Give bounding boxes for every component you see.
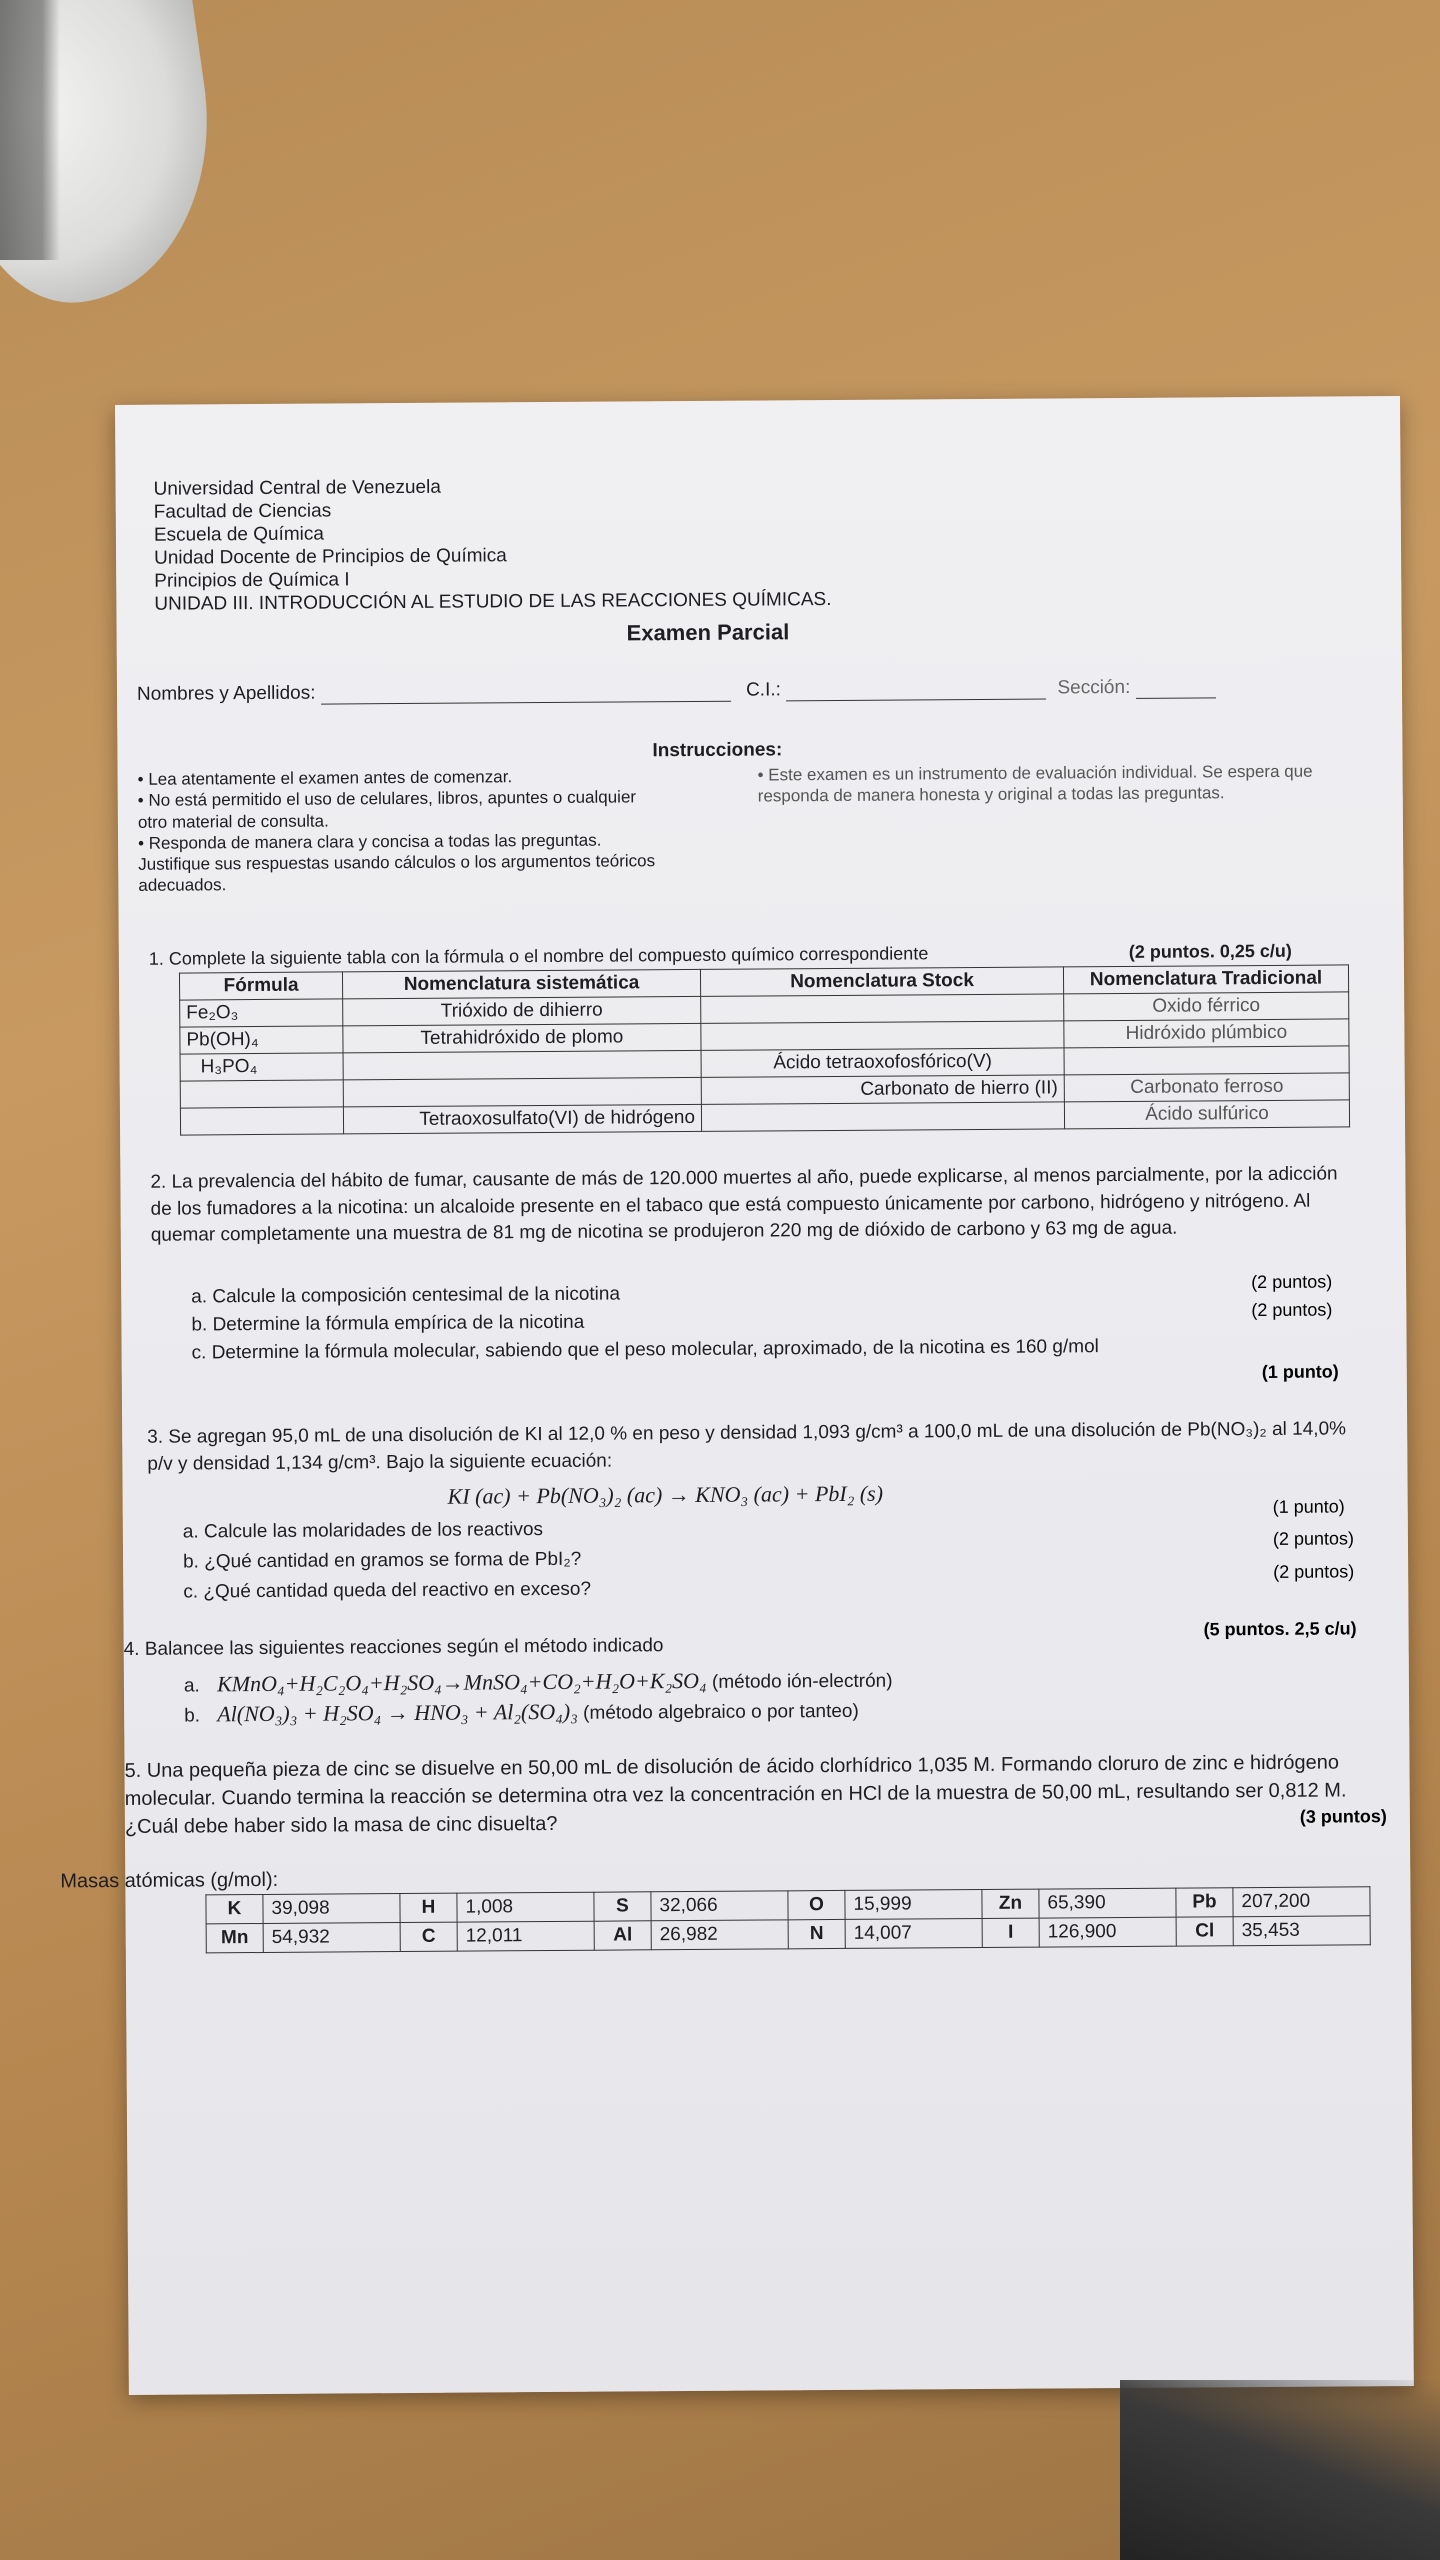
table-cell: Tetraoxosulfato(VI) de hidrógeno xyxy=(343,1104,701,1133)
ci-label: C.I.: xyxy=(745,679,781,701)
university-name: Universidad Central de Venezuela xyxy=(153,476,441,500)
ci-field[interactable] xyxy=(786,698,1046,701)
table-cell[interactable] xyxy=(1064,1046,1349,1075)
q3-c-points: (2 puntos) xyxy=(1273,1561,1355,1582)
element-symbol: I xyxy=(982,1918,1039,1947)
name-label: Nombres y Apellidos: xyxy=(136,682,316,705)
table-cell[interactable] xyxy=(343,1050,701,1079)
table-cell: Ácido tetraoxofosfórico(V) xyxy=(701,1048,1064,1078)
element-mass: 32,066 xyxy=(651,1891,788,1921)
unit-title: UNIDAD III. INTRODUCCIÓN AL ESTUDIO DE LAS REACCIONES QUÍMICAS. xyxy=(154,589,832,615)
q1-text: 1. Complete la siguiente tabla con la fórmula o el nombre del compuesto químico correspondiente xyxy=(148,943,929,969)
unit-name: Unidad Docente de Principios de Química xyxy=(153,545,507,569)
faculty-name: Facultad de Ciencias xyxy=(153,500,332,523)
table-cell[interactable] xyxy=(180,1080,343,1108)
q2-a: a. Calcule la composición centesimal de la nicotina xyxy=(191,1283,621,1308)
q4-points: (5 puntos. 2,5 c/u) xyxy=(1203,1618,1357,1640)
q2-c: c. Determine la fórmula molecular, sabiendo que el peso molecular, aproximado, de la nicotina es 160 g/mol xyxy=(191,1336,1099,1364)
q4-a-label: a. xyxy=(183,1675,200,1697)
element-mass: 26,982 xyxy=(651,1920,788,1950)
section-label: Sección: xyxy=(1057,676,1131,699)
instruction-item: • No está permitido el uso de celulares, libros, apuntes o cualquier otro material de consulta. xyxy=(137,787,637,832)
q4-text: 4. Balancee las siguientes reacciones según el método indicado xyxy=(123,1635,664,1660)
element-mass: 14,007 xyxy=(845,1918,982,1948)
table-cell[interactable] xyxy=(701,994,1064,1024)
q3-b: b. ¿Qué cantidad en gramos se forma de PbI₂? xyxy=(183,1548,582,1573)
table-cell[interactable] xyxy=(701,1102,1064,1132)
element-symbol: Al xyxy=(594,1921,651,1950)
q3-text: 3. Se agregan 95,0 mL de una disolución de KI al 12,0 % en peso y densidad 1,093 g/cm³ a 100,0 mL de una disolución de Pb(NO₃)₂ al 14,0% p/v y densidad 1,134 g/cm³. Bajo la siguiente ecuación: xyxy=(147,1418,1347,1475)
dark-object xyxy=(0,0,60,260)
element-mass: 126,900 xyxy=(1039,1917,1176,1947)
instruction-item: • Responda de manera clara y concisa a todas las preguntas. Justifique sus respuestas usando cálculos o los argumentos teóricos adecuados. xyxy=(137,830,656,896)
element-symbol: Mn xyxy=(206,1924,263,1953)
element-symbol: S xyxy=(594,1892,651,1921)
q1-points: (2 puntos. 0,25 c/u) xyxy=(1128,940,1292,962)
q4-b-label: b. xyxy=(184,1705,201,1727)
table-cell: Pb(OH)₄ xyxy=(180,1026,343,1054)
q3-c: c. ¿Qué cantidad queda del reactivo en exceso? xyxy=(183,1578,592,1603)
q4-b xyxy=(184,1695,859,1731)
element-mass: 1,008 xyxy=(457,1892,594,1922)
q3-a-points: (1 punto) xyxy=(1272,1496,1345,1517)
table-cell: Hidróxido plúmbico xyxy=(1064,1019,1349,1048)
element-symbol: C xyxy=(400,1922,457,1951)
table-cell: H₃PO₄ xyxy=(180,1053,343,1081)
element-mass: 35,453 xyxy=(1233,1916,1370,1946)
table-cell: Carbonato ferroso xyxy=(1064,1073,1349,1102)
table-cell: Ácido sulfúrico xyxy=(1064,1100,1349,1129)
atomic-masses-table xyxy=(205,1886,1370,1953)
student-fields xyxy=(137,676,1357,705)
exam-paper xyxy=(60,396,1414,2395)
element-symbol: K xyxy=(206,1895,263,1924)
table-header: Nomenclatura sistemática xyxy=(342,969,700,998)
q5-points: (3 puntos) xyxy=(1299,1806,1387,1827)
q3-a: a. Calcule las molaridades de los reactivos xyxy=(182,1519,544,1543)
table-cell: Trióxido de dihierro xyxy=(343,996,701,1025)
q1-table xyxy=(179,964,1350,1135)
q4-b-equation: Al(NO₃)₃ + H₂SO₄ → HNO₃ + Al₂(SO₄)₃ xyxy=(217,1698,578,1727)
table-cell[interactable] xyxy=(343,1077,701,1106)
table-cell: Fe₂O₃ xyxy=(180,999,343,1027)
q3-equation: KI (ac) + Pb(NO₃)₂ (ac) → KNO₃ (ac) + PbI₂ (s) xyxy=(447,1480,884,1509)
floor-shadow xyxy=(1120,2380,1440,2560)
element-symbol: Zn xyxy=(982,1889,1039,1918)
instructions-title: Instrucciones: xyxy=(652,739,783,762)
instruction-item: • Lea atentamente el examen antes de comenzar. xyxy=(137,767,513,789)
table-header: Nomenclatura Stock xyxy=(700,967,1063,997)
element-mass: 39,098 xyxy=(263,1894,400,1924)
atomic-masses-title: Masas atómicas (g/mol): xyxy=(60,1868,279,1893)
q2-b: b. Determine la fórmula empírica de la nicotina xyxy=(191,1311,585,1336)
school-name: Escuela de Química xyxy=(153,523,325,546)
q2-a-points: (2 puntos) xyxy=(1251,1271,1333,1293)
exam-title: Examen Parcial xyxy=(626,619,790,646)
element-mass: 12,011 xyxy=(457,1921,594,1951)
element-symbol: Cl xyxy=(1176,1917,1233,1946)
table-cell: Carbonato de hierro (II) xyxy=(701,1075,1064,1105)
table-header: Nomenclatura Tradicional xyxy=(1063,965,1348,994)
instructions-left xyxy=(138,765,669,896)
element-mass: 207,200 xyxy=(1233,1887,1370,1917)
element-symbol: H xyxy=(400,1893,457,1922)
table-cell: Oxido férrico xyxy=(1064,992,1349,1021)
table-header: Fórmula xyxy=(179,972,342,1000)
q5-text: 5. Una pequeña pieza de cinc se disuelve en 50,00 mL de disolución de ácido clorhídrico 1,035 M. Formando cloruro de zinc e hidrógeno molecular. Cuando termina la reacción se determina otra vez la concentración en HCl de la muestra de 50,00 mL, resultando ser 0,812 M. ¿Cuál debe haber sido la masa de cinc disuelta? xyxy=(124,1751,1347,1838)
q4-a-equation: KMnO₄+H₂C₂O₄+H₂SO₄→MnSO₄+CO₂+H₂O+K₂SO₄ xyxy=(216,1667,707,1697)
element-mass: 54,932 xyxy=(263,1923,400,1953)
name-field[interactable] xyxy=(321,701,731,705)
instructions-right: • Este examen es un instrumento de evaluación individual. Se espera que responda de manera honesta y original a todas las preguntas. xyxy=(757,761,1313,806)
table-cell: Tetrahidróxido de plomo xyxy=(343,1023,701,1052)
q3-b-points: (2 puntos) xyxy=(1272,1528,1355,1549)
q4-b-method: (método algebraico o por tanteo) xyxy=(583,1700,859,1724)
element-mass: 65,390 xyxy=(1039,1888,1176,1918)
section-field[interactable] xyxy=(1136,697,1216,699)
table-cell[interactable] xyxy=(701,1021,1064,1051)
element-mass: 15,999 xyxy=(845,1889,982,1919)
element-symbol: Pb xyxy=(1176,1888,1233,1917)
table-cell[interactable] xyxy=(180,1107,343,1135)
element-symbol: N xyxy=(788,1919,845,1948)
q4-a-method: (método ión-electrón) xyxy=(711,1670,893,1693)
q2-c-points: (1 punto) xyxy=(1261,1361,1339,1383)
element-symbol: O xyxy=(788,1890,845,1919)
q2-b-points: (2 puntos) xyxy=(1251,1299,1333,1321)
q2-text: 2. La prevalencia del hábito de fumar, causante de más de 120.000 muertes al año, puede explicarse, al menos parcialmente, por la adicción de los fumadores a la nicotina: un alcaloide presente en el tabaco que está compuesto únicamente por carbono, hidrógeno y nitrógeno. Al quemar completamente una muestra de 81 mg de nicotina se produjeron 220 mg de dióxido de carbono y 63 mg de agua. xyxy=(150,1163,1338,1246)
course-name: Principios de Química I xyxy=(154,569,350,592)
